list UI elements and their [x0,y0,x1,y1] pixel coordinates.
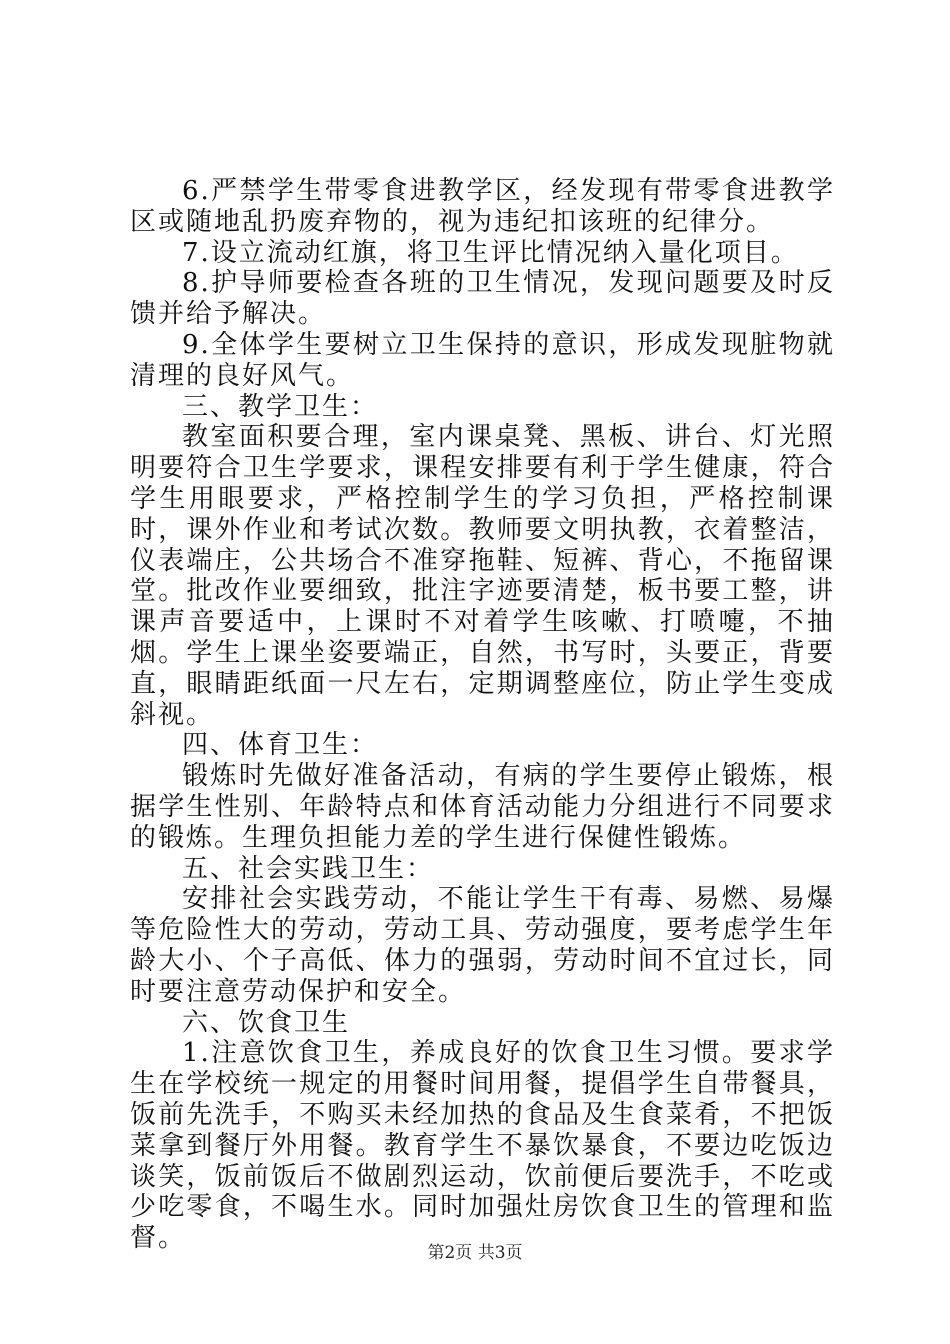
paragraph-sports-hygiene: 锻炼时先做好准备活动，有病的学生要停止锻炼，根据学生性别、年龄特点和体育活动能力分组进行不同要求的锻炼。生理负担能力差的学生进行保健性锻炼。 [130,761,835,853]
paragraph-teaching-hygiene: 教室面积要合理，室内课桌凳、黑板、讲台、灯光照明要符合卫生学要求，课程安排要有利于学生健康，符合学生用眼要求，严格控制学生的学习负担，严格控制课时，课外作业和考试次数。教师要文明执教，衣着整洁，仪表端庄，公共场合不准穿拖鞋、短裤、背心，不拖留课堂。批改作业要细致，批注字迹要清楚，板书要工整，讲课声音要适中，上课时不对着学生咳嗽、打喷嚏，不抽烟。学生上课坐姿要端正，自然，书写时，头要正，背要直，眼睛距纸面一尺左右，定期调整座位，防止学生变成斜视。 [130,422,835,730]
paragraph-item-9: 9.全体学生要树立卫生保持的意识，形成发现脏物就清理的良好风气。 [130,329,835,391]
paragraph-item-7: 7.设立流动红旗，将卫生评比情况纳入量化项目。 [182,237,799,268]
section-heading-sports-hygiene: 四、体育卫生： [182,730,379,761]
section-heading-social-practice-hygiene: 五、社会实践卫生： [182,853,435,884]
paragraph-diet-hygiene-1: 1.注意饮食卫生，养成良好的饮食卫生习惯。要求学生在学校统一规定的用餐时间用餐，提倡学生自带餐具，饭前先洗手，不购买未经加热的食品及生食菜肴，不把饭菜拿到餐厅外用餐。教育学生不暴饮暴食，不要边吃饭边谈笑，饭前饭后不做剧烈运动，饮前便后要洗手，不吃或少吃零食，不喝生水。同时加强灶房饮食卫生的管理和监督。 [130,1038,835,1254]
paragraph-item-8: 8.护导师要检查各班的卫生情况，发现问题要及时反馈并给予解决。 [130,268,835,330]
paragraph-social-practice-hygiene: 安排社会实践劳动，不能让学生干有毒、易燃、易爆等危险性大的劳动，劳动工具、劳动强度，要考虑学生年龄大小、个子高低、体力的强弱，劳动时间不宜过长，同时要注意劳动保护和安全。 [130,884,835,1007]
page-number-footer: 第2页 共3页 [427,1243,523,1263]
section-heading-teaching-hygiene: 三、教学卫生： [182,391,379,422]
section-heading-diet-hygiene: 六、饮食卫生 [182,1007,351,1038]
document-body [130,176,835,1254]
paragraph-item-6: 6.严禁学生带零食进教学区，经发现有带零食进教学区或随地乱扔废弃物的，视为违纪扣该班的纪律分。 [130,176,835,237]
